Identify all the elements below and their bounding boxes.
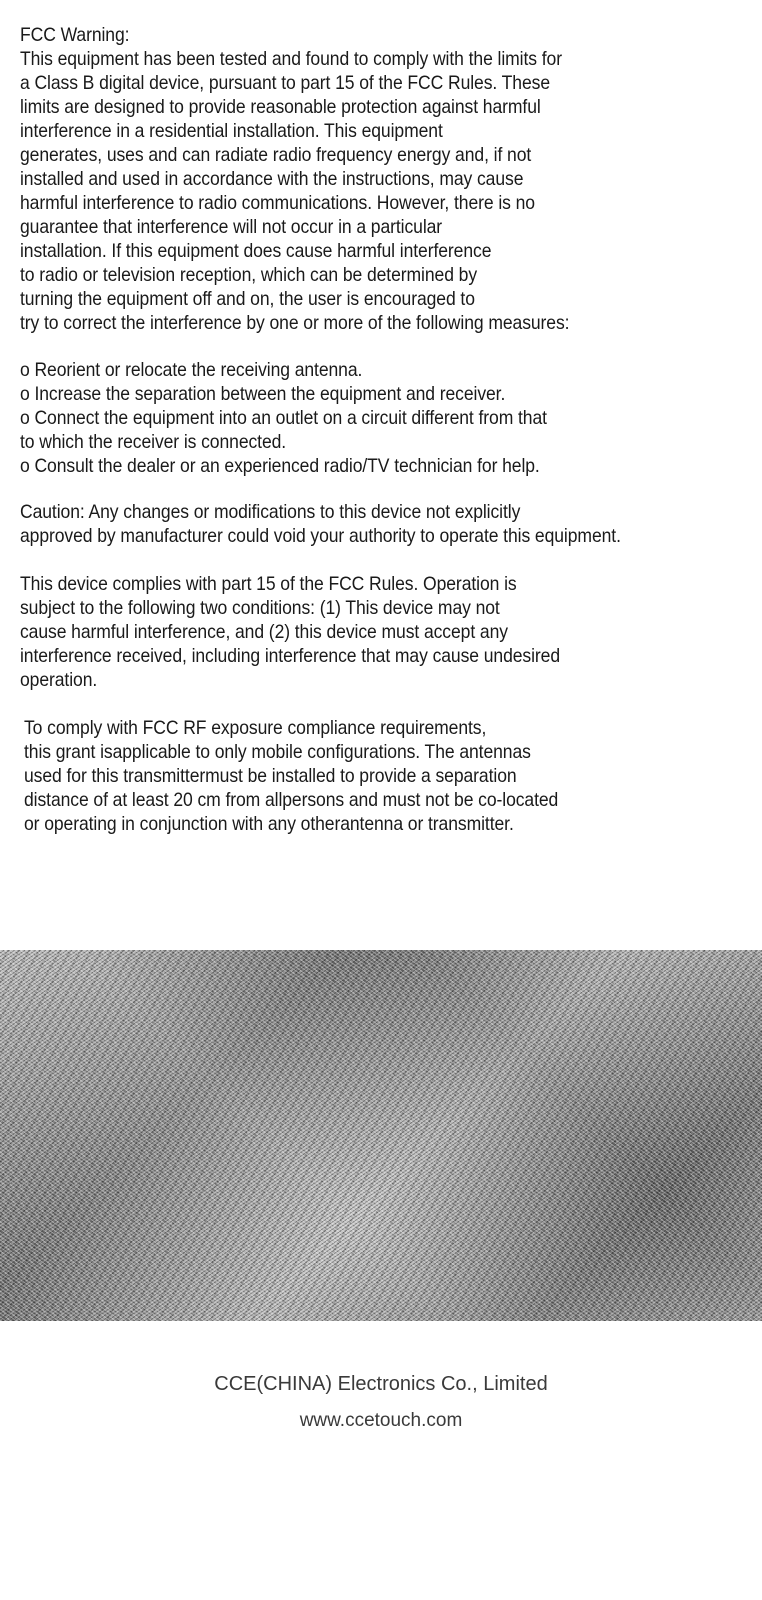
- paragraph-line: harmful interference to radio communications. However, there is no: [20, 192, 535, 214]
- rf-exposure-section: [24, 716, 692, 836]
- paragraph-line: installation. If this equipment does cause harmful interference: [20, 240, 492, 262]
- paragraph-line: cause harmful interference, and (2) this device must accept any: [20, 621, 508, 643]
- list-item: to which the receiver is connected.: [20, 431, 287, 453]
- caution-section: [20, 500, 688, 548]
- list-item: o Consult the dealer or an experienced radio/TV technician for help.: [20, 455, 540, 477]
- paragraph-line: or operating in conjunction with any otherantenna or transmitter.: [24, 813, 514, 835]
- paragraph-line: subject to the following two conditions: (1) This device may not: [20, 597, 500, 619]
- list-item: o Increase the separation between the equipment and receiver.: [20, 383, 506, 405]
- measures-list: [20, 358, 688, 478]
- paragraph-line: To comply with FCC RF exposure compliance requirements,: [24, 717, 487, 739]
- decorative-texture-band: [0, 950, 762, 1321]
- compliance-section: [20, 572, 688, 692]
- paragraph-line: installed and used in accordance with the instructions, may cause: [20, 168, 524, 190]
- paragraph-line: This device complies with part 15 of the FCC Rules. Operation is: [20, 573, 517, 595]
- paragraph-line: Caution: Any changes or modifications to this device not explicitly: [20, 501, 521, 523]
- paragraph-line: guarantee that interference will not occur in a particular: [20, 216, 443, 238]
- paragraph-line: a Class B digital device, pursuant to part 15 of the FCC Rules. These: [20, 72, 551, 94]
- company-name: CCE(CHINA) Electronics Co., Limited: [214, 1373, 548, 1395]
- paragraph-line: this grant isapplicable to only mobile configurations. The antennas: [24, 741, 531, 763]
- paragraph-line: operation.: [20, 669, 98, 691]
- paragraph-line: interference received, including interference that may cause undesired: [20, 645, 561, 667]
- paragraph-line: to radio or television reception, which can be determined by: [20, 264, 478, 286]
- website-url: www.ccetouch.com: [299, 1410, 463, 1431]
- list-item: o Connect the equipment into an outlet on a circuit different from that: [20, 407, 547, 429]
- fcc-warning-section: [20, 23, 688, 335]
- paragraph-line: turning the equipment off and on, the user is encouraged to: [20, 288, 475, 310]
- list-item: o Reorient or relocate the receiving antenna.: [20, 359, 363, 381]
- paragraph-line: This equipment has been tested and found to comply with the limits for: [20, 48, 562, 70]
- paragraph-line: interference in a residential installation. This equipment: [20, 120, 443, 142]
- paragraph-line: generates, uses and can radiate radio frequency energy and, if not: [20, 144, 532, 166]
- fcc-warning-heading: FCC Warning:: [20, 24, 130, 46]
- paragraph-line: distance of at least 20 cm from allpersons and must not be co-located: [24, 789, 559, 811]
- paragraph-line: approved by manufacturer could void your authority to operate this equipment.: [20, 525, 621, 547]
- paragraph-line: used for this transmittermust be installed to provide a separation: [24, 765, 517, 787]
- paragraph-line: limits are designed to provide reasonable protection against harmful: [20, 96, 541, 118]
- paragraph-line: try to correct the interference by one or more of the following measures:: [20, 312, 570, 334]
